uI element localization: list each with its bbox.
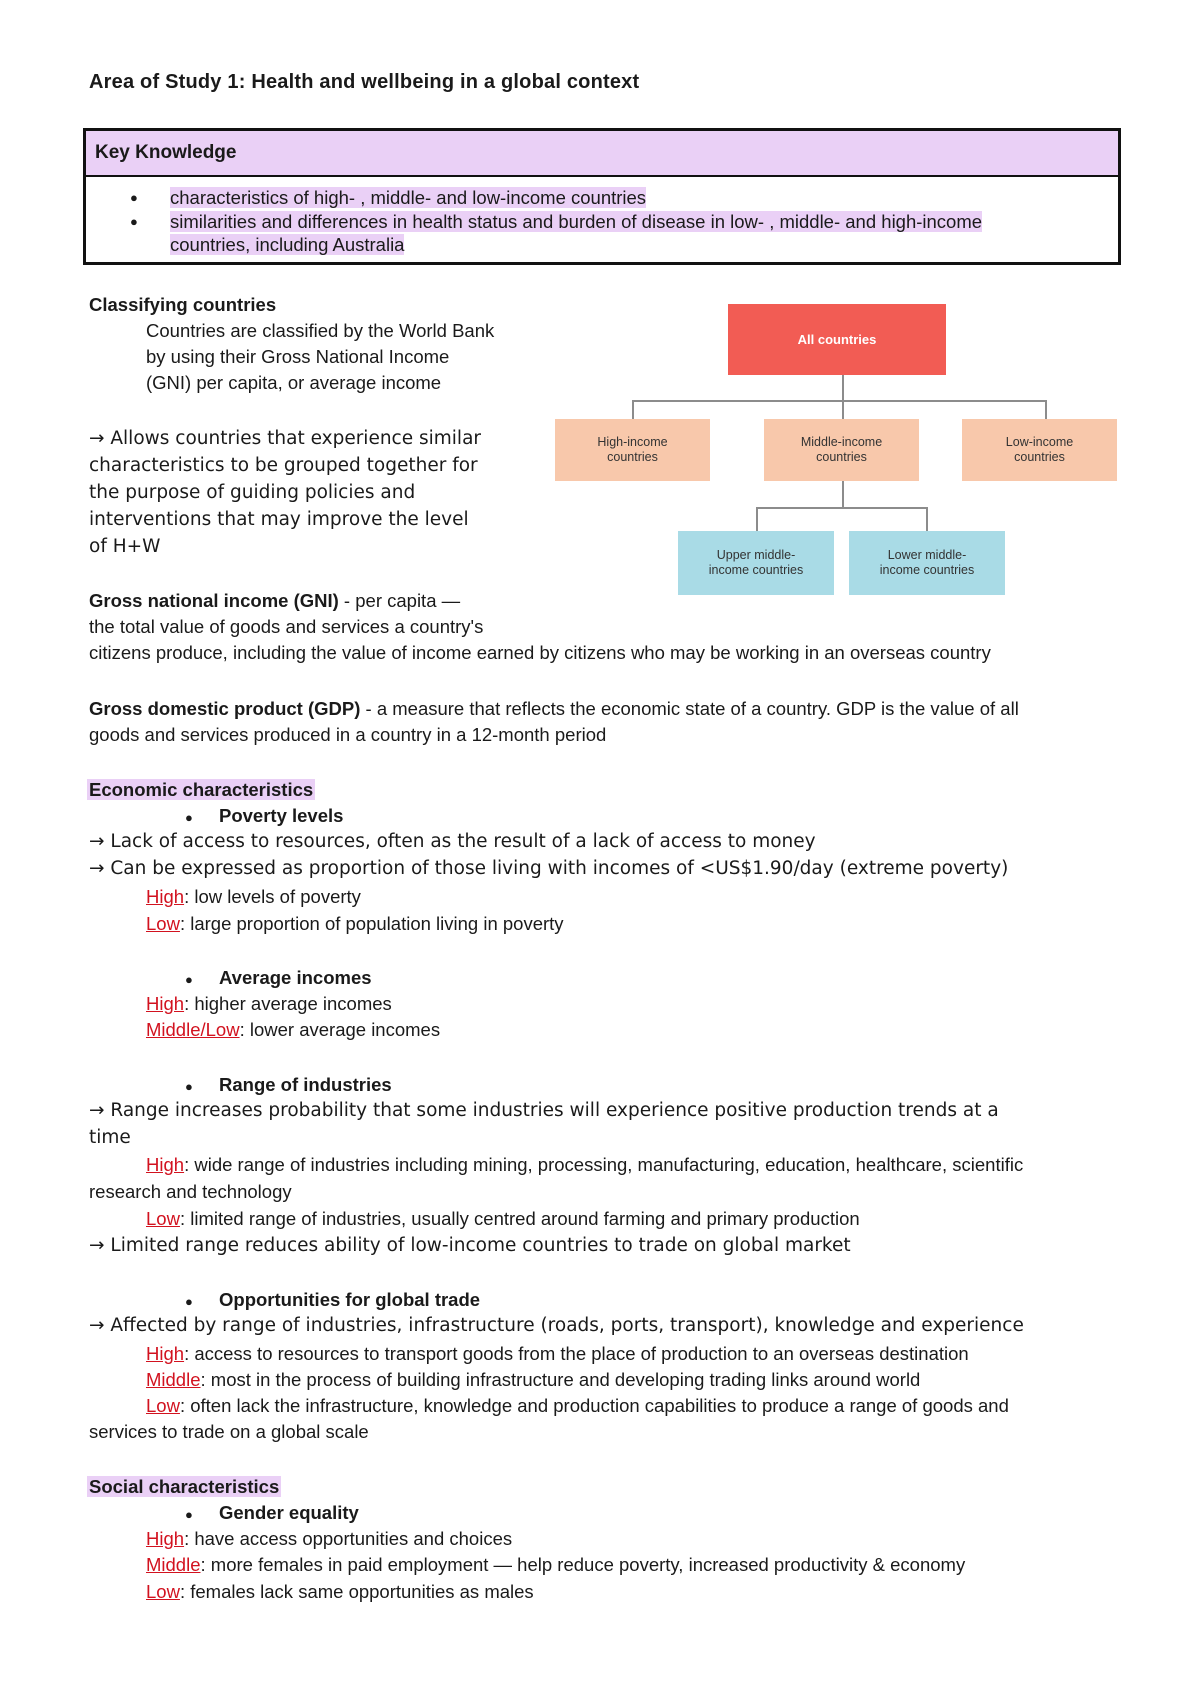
country-classification-diagram [550, 300, 1120, 600]
classifying-arrow-text: interventions that may improve the level [89, 509, 469, 530]
social-heading: Social characteristics [89, 1476, 280, 1497]
key-knowledge-heading: Key Knowledge [86, 131, 1118, 177]
classifying-arrow-text: → Allows countries that experience similar [89, 428, 482, 449]
classifying-arrow-text: characteristics to be grouped together for [89, 455, 478, 476]
economic-heading: Economic characteristics [89, 779, 314, 800]
global-trade-heading: ● Opportunities for global trade [219, 1287, 480, 1313]
trade-middle: Middle: most in the process of building infrastructure and developing trading links around world [146, 1369, 921, 1390]
gender-equality-heading: ● Gender equality [219, 1500, 359, 1526]
range-of-industries-heading: ● Range of industries [219, 1072, 392, 1098]
incomes-middle-low: Middle/Low: lower average incomes [146, 1019, 441, 1040]
key-knowledge-box [83, 128, 1121, 265]
poverty-arrow-text: → Lack of access to resources, often as the result of a lack of access to money [89, 831, 816, 852]
incomes-high: High: higher average incomes [146, 993, 392, 1014]
connector-line [632, 400, 634, 420]
trade-low-cont: services to trade on a global scale [89, 1421, 369, 1442]
poverty-arrow-text: → Can be expressed as proportion of those living with incomes of <US$1.90/day (extreme poverty) [89, 858, 1009, 879]
node-middle-income: Middle-income countries [764, 419, 919, 481]
gni-definition-text: citizens produce, including the value of income earned by citizens who may be working in an overseas country [89, 642, 991, 663]
gender-middle: Middle: more females in paid employment — help reduce poverty, increased productivity & economy [146, 1554, 966, 1575]
node-lower-middle-income: Lower middle- income countries [849, 531, 1005, 595]
classifying-text: by using their Gross National Income [146, 346, 450, 367]
connector-line [842, 375, 844, 401]
node-all-countries: All countries [728, 304, 946, 375]
classifying-arrow-text: of H+W [89, 536, 161, 557]
industries-arrow-text: → Limited range reduces ability of low-income countries to trade on global market [89, 1235, 851, 1256]
gdp-definition-text: goods and services produced in a country in a 12-month period [89, 724, 607, 745]
trade-low: Low: often lack the infrastructure, knowledge and production capabilities to produce a range of goods and [146, 1395, 1009, 1416]
classifying-arrow-text: the purpose of guiding policies and [89, 482, 416, 503]
industries-low: Low: limited range of industries, usually centred around farming and primary production [146, 1208, 860, 1229]
industries-high-cont: research and technology [89, 1181, 292, 1202]
connector-line [926, 507, 928, 532]
gender-high: High: have access opportunities and choices [146, 1528, 513, 1549]
gender-low: Low: females lack same opportunities as males [146, 1581, 534, 1602]
list-item: ● characteristics of high- , middle- and low-income countries [86, 186, 1118, 210]
node-low-income: Low-income countries [962, 419, 1117, 481]
trade-arrow-text: → Affected by range of industries, infrastructure (roads, ports, transport), knowledge and experience [89, 1315, 1024, 1336]
average-incomes-heading: ● Average incomes [219, 965, 372, 991]
connector-line [632, 400, 1046, 402]
connector-line [842, 480, 844, 508]
trade-high: High: access to resources to transport goods from the place of production to an overseas destination [146, 1343, 969, 1364]
classifying-heading: Classifying countries [89, 294, 277, 315]
classifying-text: (GNI) per capita, or average income [146, 372, 442, 393]
key-knowledge-list [86, 186, 1118, 257]
poverty-low: Low: large proportion of population living in poverty [146, 913, 564, 934]
list-item: ● similarities and differences in health status and burden of disease in low- , middle- and high-income countries, including Australia [86, 210, 1118, 257]
gdp-definition: Gross domestic product (GDP) - a measure that reflects the economic state of a country. GDP is the value of all [89, 698, 1019, 719]
poverty-high: High: low levels of poverty [146, 886, 361, 907]
gni-definition: Gross national income (GNI) - per capita — [89, 590, 461, 611]
industries-high: High: wide range of industries including mining, processing, manufacturing, education, healthcare, scientific [146, 1154, 1024, 1175]
connector-line [756, 507, 928, 509]
connector-line [842, 400, 844, 420]
industries-arrow-text: → Range increases probability that some industries will experience positive production trends at a [89, 1100, 999, 1121]
classifying-text: Countries are classified by the World Bank [146, 320, 495, 341]
poverty-levels-heading: ● Poverty levels [219, 803, 343, 829]
node-high-income: High-income countries [555, 419, 710, 481]
gni-definition-text: the total value of goods and services a country's [89, 616, 484, 637]
node-upper-middle-income: Upper middle- income countries [678, 531, 834, 595]
page-title: Area of Study 1: Health and wellbeing in a global context [89, 71, 640, 93]
connector-line [1045, 400, 1047, 420]
industries-arrow-text: time [89, 1127, 131, 1148]
connector-line [756, 507, 758, 532]
